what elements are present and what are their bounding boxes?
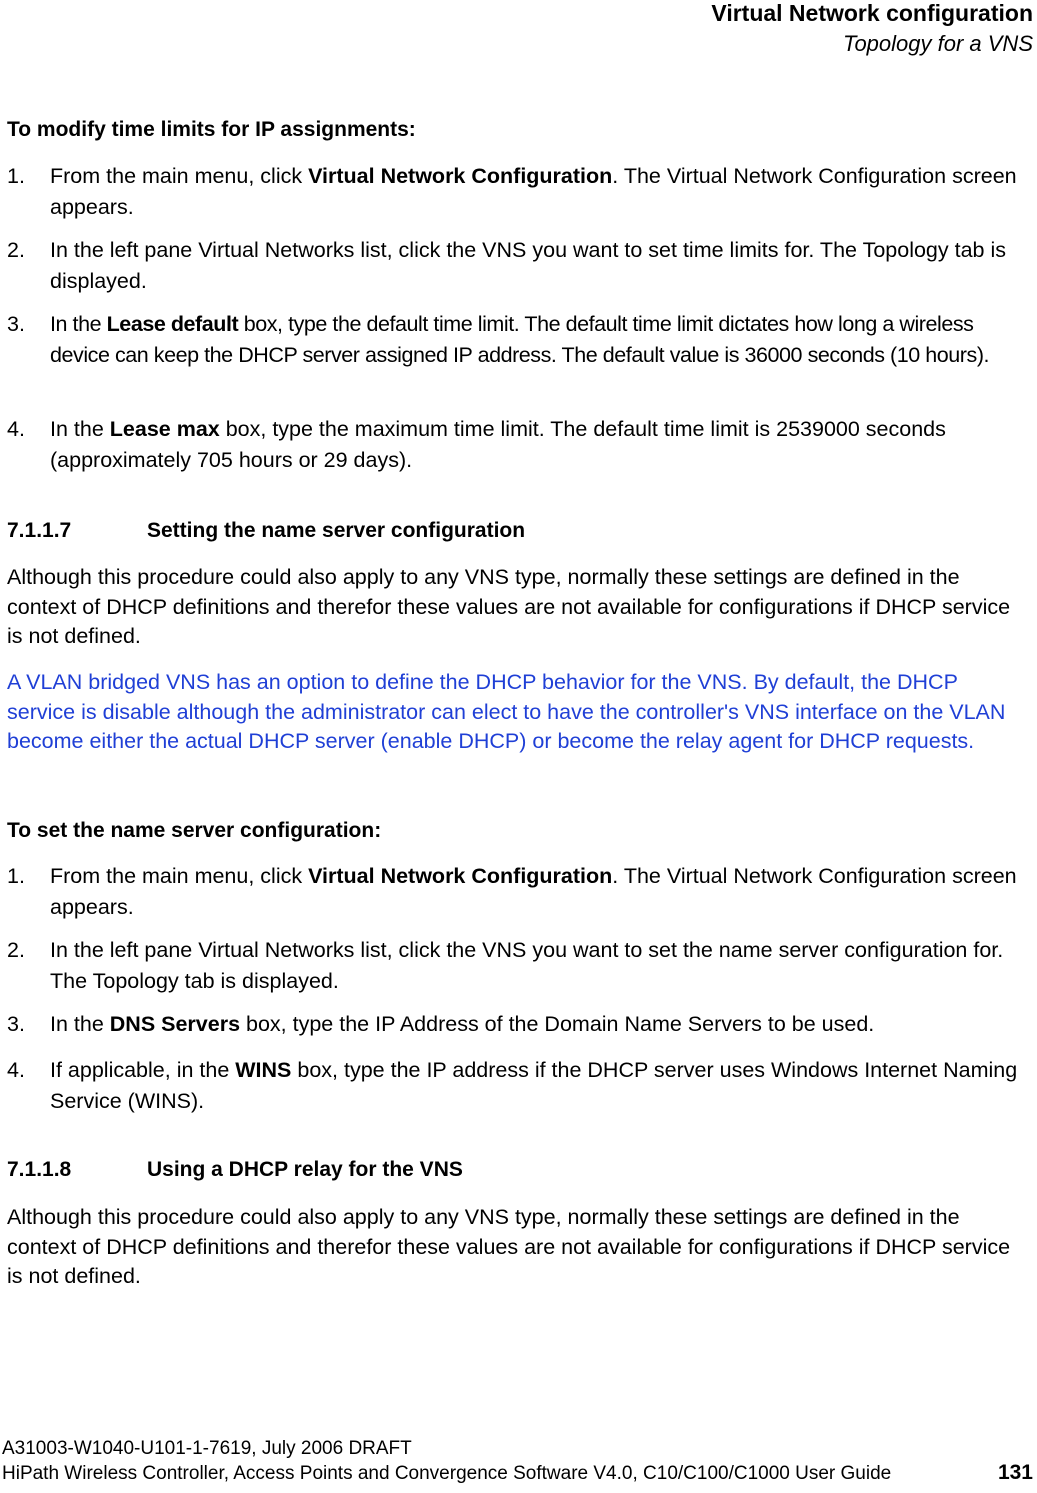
step-text: If applicable, in the WINS box, type the IP address if the DHCP server uses Windows Internet Naming Service (WINS). [50,1058,1018,1113]
section-title: Using a DHCP relay for the VNS [147,1158,463,1181]
procedure-step [7,1009,1031,1040]
ui-label: Lease max [109,417,220,441]
step-text: In the left pane Virtual Networks list, click the VNS you want to set the name server configuration for. The Topology tab is displayed. [50,938,1004,993]
procedure-step [7,161,1031,223]
running-header-title: Virtual Network configuration [711,0,1033,26]
ui-label: Lease default [106,312,239,336]
ui-label: Virtual Network Configuration [308,164,613,188]
section-heading [7,1158,463,1182]
step-number: 2. [7,938,25,962]
step-text: In the Lease max box, type the maximum time limit. The default time limit is 2539000 seconds (approximately 705 hours or 29 days). [50,417,946,472]
page-number: 131 [997,1461,1033,1484]
section-heading [7,519,525,543]
running-header-subtitle: Topology for a VNS [843,31,1033,56]
step-text: In the Lease default box, type the default time limit. The default time limit dictates how long a wireless device can keep the DHCP server assigned IP address. The default value is 36000 seconds (10 hours). [50,312,990,367]
step-number: 4. [7,417,25,441]
section-number: 7.1.1.8 [7,1158,72,1181]
procedure-step [7,235,1031,297]
section-title: Setting the name server configuration [147,519,526,542]
step-text: From the main menu, click Virtual Network Configuration. The Virtual Network Configuration screen appears. [50,864,1017,919]
step-text: In the left pane Virtual Networks list, click the VNS you want to set time limits for. The Topology tab is displayed. [50,238,1006,293]
step-number: 1. [7,864,25,888]
procedure-step [7,414,1031,476]
ui-label: Virtual Network Configuration [308,864,613,888]
footer-doc-title: HiPath Wireless Controller, Access Points and Convergence Software V4.0, C10/C100/C1000 User Guide [2,1463,892,1484]
procedure-step [7,861,1031,923]
section-number: 7.1.1.7 [7,519,72,542]
procedure-step [7,935,1031,997]
step-text: From the main menu, click Virtual Network Configuration. The Virtual Network Configuration screen appears. [50,164,1017,219]
revision-paragraph: A VLAN bridged VNS has an option to define the DHCP behavior for the VNS. By default, the DHCP service is disable although the administrator can elect to have the controller's VNS interface on the VLAN become either the actual DHCP server (enable DHCP) or become the relay agent for DHCP requests. [7,670,1006,753]
footer-doc-id: A31003-W1040-U101-1-7619, July 2006 DRAFT [2,1438,412,1459]
ui-label: DNS Servers [109,1012,241,1036]
body-paragraph: Although this procedure could also apply to any VNS type, normally these settings are defined in the context of DHCP definitions and therefor these values are not available for configurations if DHCP service is not defined. [7,1205,1011,1288]
procedure-title: To modify time limits for IP assignments: [7,118,416,141]
step-number: 3. [7,312,25,336]
step-number: 4. [7,1058,25,1082]
body-paragraph: Although this procedure could also apply to any VNS type, normally these settings are defined in the context of DHCP definitions and therefor these values are not available for configurations if DHCP service is not defined. [7,565,1011,648]
procedure-step [7,309,1031,371]
step-text: In the DNS Servers box, type the IP Address of the Domain Name Servers to be used. [50,1012,875,1036]
ui-label: WINS [235,1058,292,1082]
step-number: 2. [7,238,25,262]
step-number: 1. [7,164,25,188]
step-number: 3. [7,1012,25,1036]
procedure-step [7,1055,1031,1117]
procedure-title: To set the name server configuration: [7,819,382,842]
